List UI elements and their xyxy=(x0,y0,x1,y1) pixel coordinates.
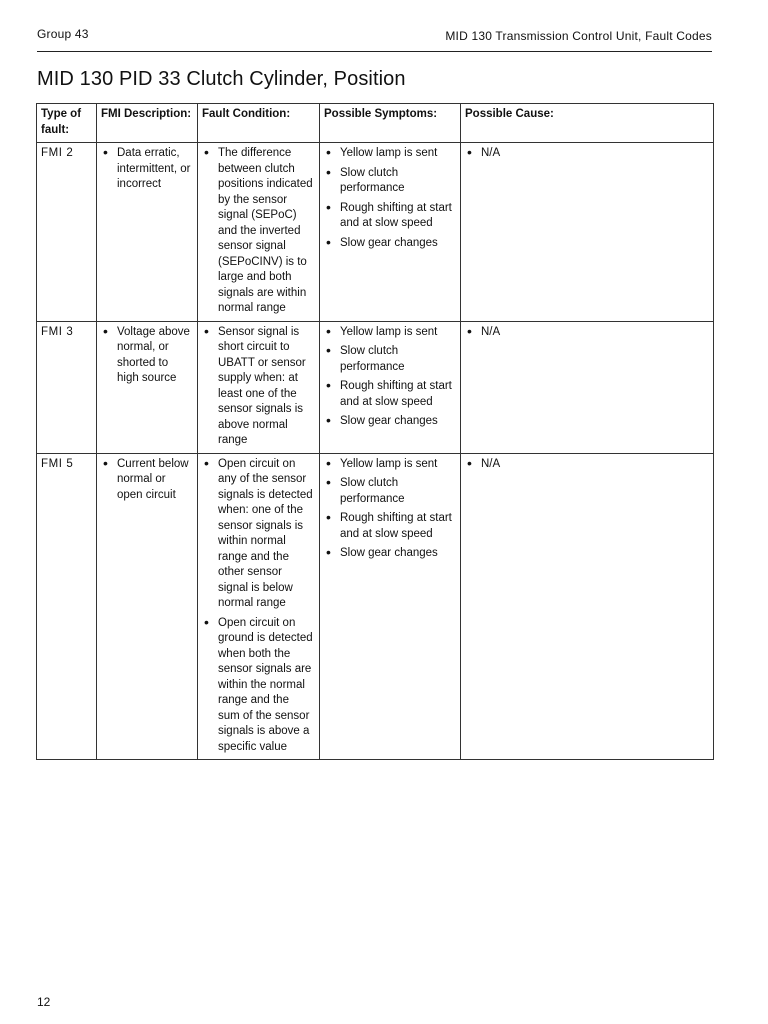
list-item-text: Slow gear changes xyxy=(340,236,438,249)
bullet-icon: • xyxy=(103,454,108,471)
list-item-text: Open circuit on any of the sensor signals is detected when: one of the sensor signals is within normal range and the other sensor signal is below normal range xyxy=(218,457,313,609)
bullet-list xyxy=(101,322,193,387)
list-item xyxy=(101,322,193,387)
table-row xyxy=(37,453,714,760)
fault-type-cell: FMI 3 xyxy=(37,321,97,453)
list-item-text: Slow gear changes xyxy=(340,547,438,559)
header-divider xyxy=(37,51,712,52)
fault-condition-cell xyxy=(198,453,320,760)
bullet-icon: • xyxy=(204,454,209,471)
list-item-text: Slow clutch performance xyxy=(340,477,405,505)
column-header-type: Type of fault: xyxy=(37,104,97,143)
list-item xyxy=(202,613,315,756)
page-title: MID 130 PID 33 Clutch Cylinder, Position xyxy=(37,68,406,90)
list-item xyxy=(101,454,193,504)
bullet-icon: • xyxy=(103,144,108,160)
list-item xyxy=(202,454,315,612)
list-item xyxy=(101,146,193,193)
header-section: MID 130 Transmission Control Unit, Fault Codes xyxy=(445,29,712,43)
bullet-list xyxy=(101,454,193,504)
bullet-list xyxy=(202,146,315,317)
list-item xyxy=(324,546,456,562)
bullet-icon: • xyxy=(326,233,331,250)
list-item-text: Yellow lamp is sent xyxy=(340,147,438,159)
list-item xyxy=(202,146,315,317)
bullet-icon: • xyxy=(326,454,331,471)
bullet-icon: • xyxy=(326,412,331,428)
bullet-icon: • xyxy=(467,144,472,160)
list-item xyxy=(324,379,456,410)
column-header-fault-condition: Fault Condition: xyxy=(198,104,320,143)
bullet-icon: • xyxy=(204,144,209,160)
list-item-text: Slow gear changes xyxy=(340,415,438,427)
bullet-list xyxy=(324,454,456,562)
list-item-text: The difference between clutch positions indicated by the sensor signal (SEPoC) and the inverted sensor signal (SEPoCINV) is to large and both signals are within normal range xyxy=(218,147,313,314)
bullet-icon: • xyxy=(467,322,472,339)
fault-type-cell: FMI 5 xyxy=(37,453,97,760)
bullet-list xyxy=(202,322,315,449)
fault-code-table xyxy=(36,103,714,760)
bullet-icon: • xyxy=(326,322,331,339)
list-item-text: Slow clutch performance xyxy=(340,166,405,194)
bullet-icon: • xyxy=(467,454,472,471)
list-item xyxy=(324,146,456,162)
list-item-text: Yellow lamp is sent xyxy=(340,325,438,338)
list-item xyxy=(202,322,315,449)
bullet-list xyxy=(202,454,315,756)
table-header-row xyxy=(37,104,714,143)
list-item xyxy=(324,322,456,341)
symptoms-cell xyxy=(320,143,461,322)
fmi-description-cell xyxy=(97,143,198,322)
bullet-list xyxy=(465,322,709,341)
fault-condition-cell xyxy=(198,143,320,322)
list-item xyxy=(465,454,709,473)
bullet-icon: • xyxy=(326,342,331,358)
list-item xyxy=(324,511,456,542)
fmi-description-cell xyxy=(97,453,198,760)
page-number: 12 xyxy=(37,995,51,1009)
symptoms-cell xyxy=(320,321,461,453)
fault-type-cell: FMI 2 xyxy=(37,143,97,322)
bullet-list xyxy=(101,146,193,193)
fault-condition-cell xyxy=(198,321,320,453)
column-header-symptoms: Possible Symptoms: xyxy=(320,104,461,143)
cause-cell xyxy=(461,453,714,760)
list-item xyxy=(465,322,709,341)
list-item xyxy=(324,414,456,430)
list-item-text: Yellow lamp is sent xyxy=(340,457,438,470)
list-item-text: Sensor signal is short circuit to UBATT or sensor supply when: at least one of the sensor signals is above normal range xyxy=(218,325,306,446)
bullet-icon: • xyxy=(103,322,108,339)
bullet-list xyxy=(465,454,709,473)
bullet-list xyxy=(465,146,709,162)
bullet-icon: • xyxy=(326,163,331,180)
list-item-text: Current below normal or open circuit xyxy=(117,457,189,501)
fmi-description-cell xyxy=(97,321,198,453)
list-item-text: Rough shifting at start and at slow speed xyxy=(340,201,452,229)
list-item xyxy=(324,476,456,507)
bullet-icon: • xyxy=(326,144,331,160)
symptoms-cell xyxy=(320,453,461,760)
column-header-fmi-description: FMI Description: xyxy=(97,104,198,143)
table-row xyxy=(37,143,714,322)
bullet-list xyxy=(324,146,456,251)
list-item xyxy=(324,163,456,197)
column-header-cause: Possible Cause: xyxy=(461,104,714,143)
bullet-icon: • xyxy=(326,198,331,215)
table-body xyxy=(37,143,714,760)
list-item xyxy=(324,454,456,473)
bullet-icon: • xyxy=(204,322,209,339)
list-item-text: Voltage above normal, or shorted to high source xyxy=(117,325,190,384)
cause-cell xyxy=(461,143,714,322)
list-item-text: N/A xyxy=(481,325,501,338)
header-group: Group 43 xyxy=(37,27,89,41)
cause-cell xyxy=(461,321,714,453)
list-item-text: Rough shifting at start and at slow speed xyxy=(340,512,452,540)
list-item-text: N/A xyxy=(481,147,501,159)
list-item xyxy=(324,233,456,252)
bullet-list xyxy=(324,322,456,430)
list-item-text: N/A xyxy=(481,457,501,470)
list-item-text: Data erratic, intermittent, or incorrect xyxy=(117,147,191,190)
list-item xyxy=(324,198,456,232)
bullet-icon: • xyxy=(326,474,331,490)
bullet-icon: • xyxy=(326,544,331,560)
list-item-text: Open circuit on ground is detected when both the sensor signals are within the normal range and the sum of the sensor signals is above a specific value xyxy=(218,616,313,753)
list-item-text: Rough shifting at start and at slow speed xyxy=(340,380,452,408)
bullet-icon: • xyxy=(326,509,331,525)
list-item-text: Slow clutch performance xyxy=(340,345,405,373)
bullet-icon: • xyxy=(326,377,331,393)
bullet-icon: • xyxy=(204,613,209,630)
list-item xyxy=(324,344,456,375)
table-row xyxy=(37,321,714,453)
list-item xyxy=(465,146,709,162)
